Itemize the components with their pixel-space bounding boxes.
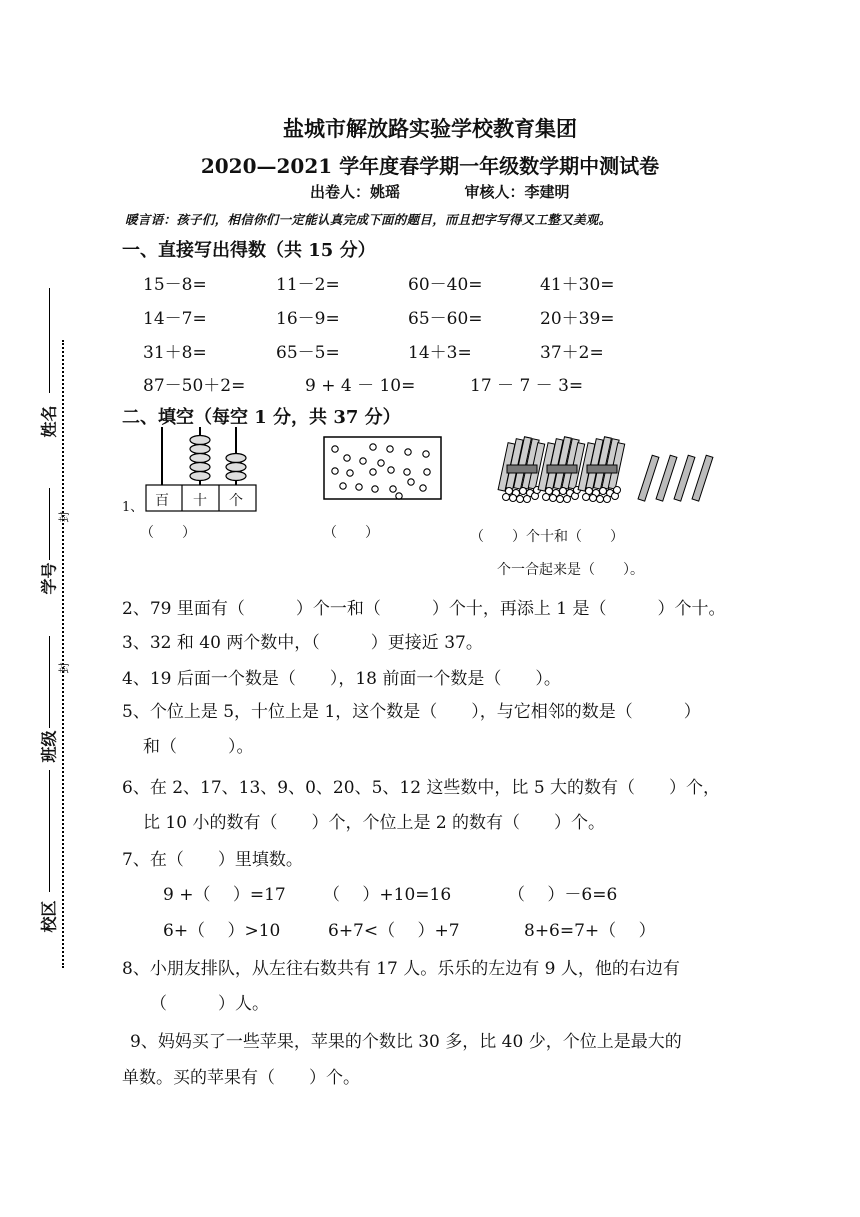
question-number: 1、 bbox=[122, 500, 144, 515]
abacus-hundreds-label: 百 bbox=[155, 493, 169, 509]
abacus-ones-label: 个 bbox=[229, 493, 243, 509]
answer-blank[interactable]: （ ） bbox=[323, 525, 379, 541]
reviewer-label: 审核人：李建明 bbox=[464, 183, 570, 201]
question-6: 6、在 2、17、13、9、0、20、5、12 这些数中，比 5 大的数有（ ）个， bbox=[122, 778, 721, 798]
calc-item: 60－40= bbox=[408, 275, 483, 295]
question-9-cont: 单数。买的苹果有（ ）个。 bbox=[122, 1068, 360, 1088]
fill-item: （ ）－6=6 bbox=[508, 885, 618, 905]
question-8: 8、小朋友排队，从左往右数共有 17 人。乐乐的左边有 9 人，他的右边有 bbox=[122, 959, 680, 979]
fill-item: 6+7<（ ）+7 bbox=[328, 921, 460, 941]
abacus-tens-label: 十 bbox=[193, 493, 207, 509]
stick-bundles-figure bbox=[495, 433, 725, 505]
sticks-question-line2: 个一合起来是（ ）。 bbox=[497, 562, 644, 578]
question-5: 5、个位上是 5，十位上是 1，这个数是（ ），与它相邻的数是（ ） bbox=[122, 702, 701, 722]
calc-item: 65－5= bbox=[276, 343, 340, 363]
calc-item: 37＋2= bbox=[540, 343, 604, 363]
seal-mark: 封 bbox=[57, 511, 71, 523]
question-4: 4、19 后面一个数是（ ），18 前面一个数是（ ）。 bbox=[122, 669, 561, 689]
question-6-cont: 比 10 小的数有（ ）个，个位上是 2 的数有（ ）个。 bbox=[143, 813, 606, 833]
encouragement-text: 暖言语：孩子们，相信你们一定能认真完成下面的题目，而且把字写得又工整又美观。 bbox=[125, 212, 612, 227]
calc-item: 31＋8= bbox=[143, 343, 207, 363]
calc-item: 15－8= bbox=[143, 275, 207, 295]
calc-item: 87－50＋2= bbox=[143, 376, 246, 396]
binding-dotted-line bbox=[62, 340, 64, 968]
calc-item: 16－9= bbox=[276, 309, 340, 329]
calc-item: 14－7= bbox=[143, 309, 207, 329]
question-3: 3、32 和 40 两个数中，（ ）更接近 37。 bbox=[122, 633, 483, 653]
calc-item: 41＋30= bbox=[540, 275, 615, 295]
answer-blank[interactable]: （ ） bbox=[140, 525, 196, 541]
fill-item: 9 +（ ）=17 bbox=[163, 885, 286, 905]
question-9: 9、妈妈买了一些苹果，苹果的个数比 30 多，比 40 少，个位上是最大的 bbox=[130, 1032, 682, 1052]
calc-item: 9 + 4 － 10= bbox=[305, 376, 416, 396]
campus-underline bbox=[49, 770, 50, 892]
calc-item: 17 － 7 － 3= bbox=[470, 376, 584, 396]
question-8-cont: （ ）人。 bbox=[150, 994, 269, 1014]
calc-item: 20＋39= bbox=[540, 309, 615, 329]
calc-item: 11－2= bbox=[276, 275, 340, 295]
fill-item: 6+（ ）>10 bbox=[163, 921, 281, 941]
question-7: 7、在（ ）里填数。 bbox=[122, 850, 303, 870]
authors-line bbox=[310, 181, 570, 202]
class-label: 班级 bbox=[39, 730, 59, 763]
dots-figure bbox=[323, 436, 443, 501]
question-5-cont: 和（ ）。 bbox=[143, 737, 254, 757]
school-name: 盐城市解放路实验学校教育集团 bbox=[283, 116, 577, 141]
calc-item: 65－60= bbox=[408, 309, 483, 329]
sticks-question-line1: （ ）个十和（ ） bbox=[470, 529, 624, 545]
campus-label: 校区 bbox=[39, 900, 59, 933]
name-underline bbox=[49, 288, 50, 393]
id-underline bbox=[49, 488, 50, 560]
section1-heading: 一、直接写出得数（共 15 分） bbox=[122, 240, 376, 261]
student-id-label: 学号 bbox=[39, 562, 59, 595]
question-2: 2、79 里面有（ ）个一和（ ）个十，再添上 1 是（ ）个十。 bbox=[122, 599, 726, 619]
class-underline bbox=[49, 636, 50, 728]
calc-item: 14＋3= bbox=[408, 343, 472, 363]
fill-item: （ ）+10=16 bbox=[323, 885, 452, 905]
author-label: 出卷人：姚瑶 bbox=[310, 183, 401, 201]
fill-item: 8+6=7+（ ） bbox=[524, 921, 656, 941]
section2-heading: 二、填空（每空 1 分，共 37 分） bbox=[122, 407, 401, 428]
exam-title: 2020—2021 学年度春学期一年级数学期中测试卷 bbox=[200, 154, 660, 178]
name-label: 姓名 bbox=[39, 405, 59, 438]
seal-mark: 封 bbox=[57, 662, 71, 674]
